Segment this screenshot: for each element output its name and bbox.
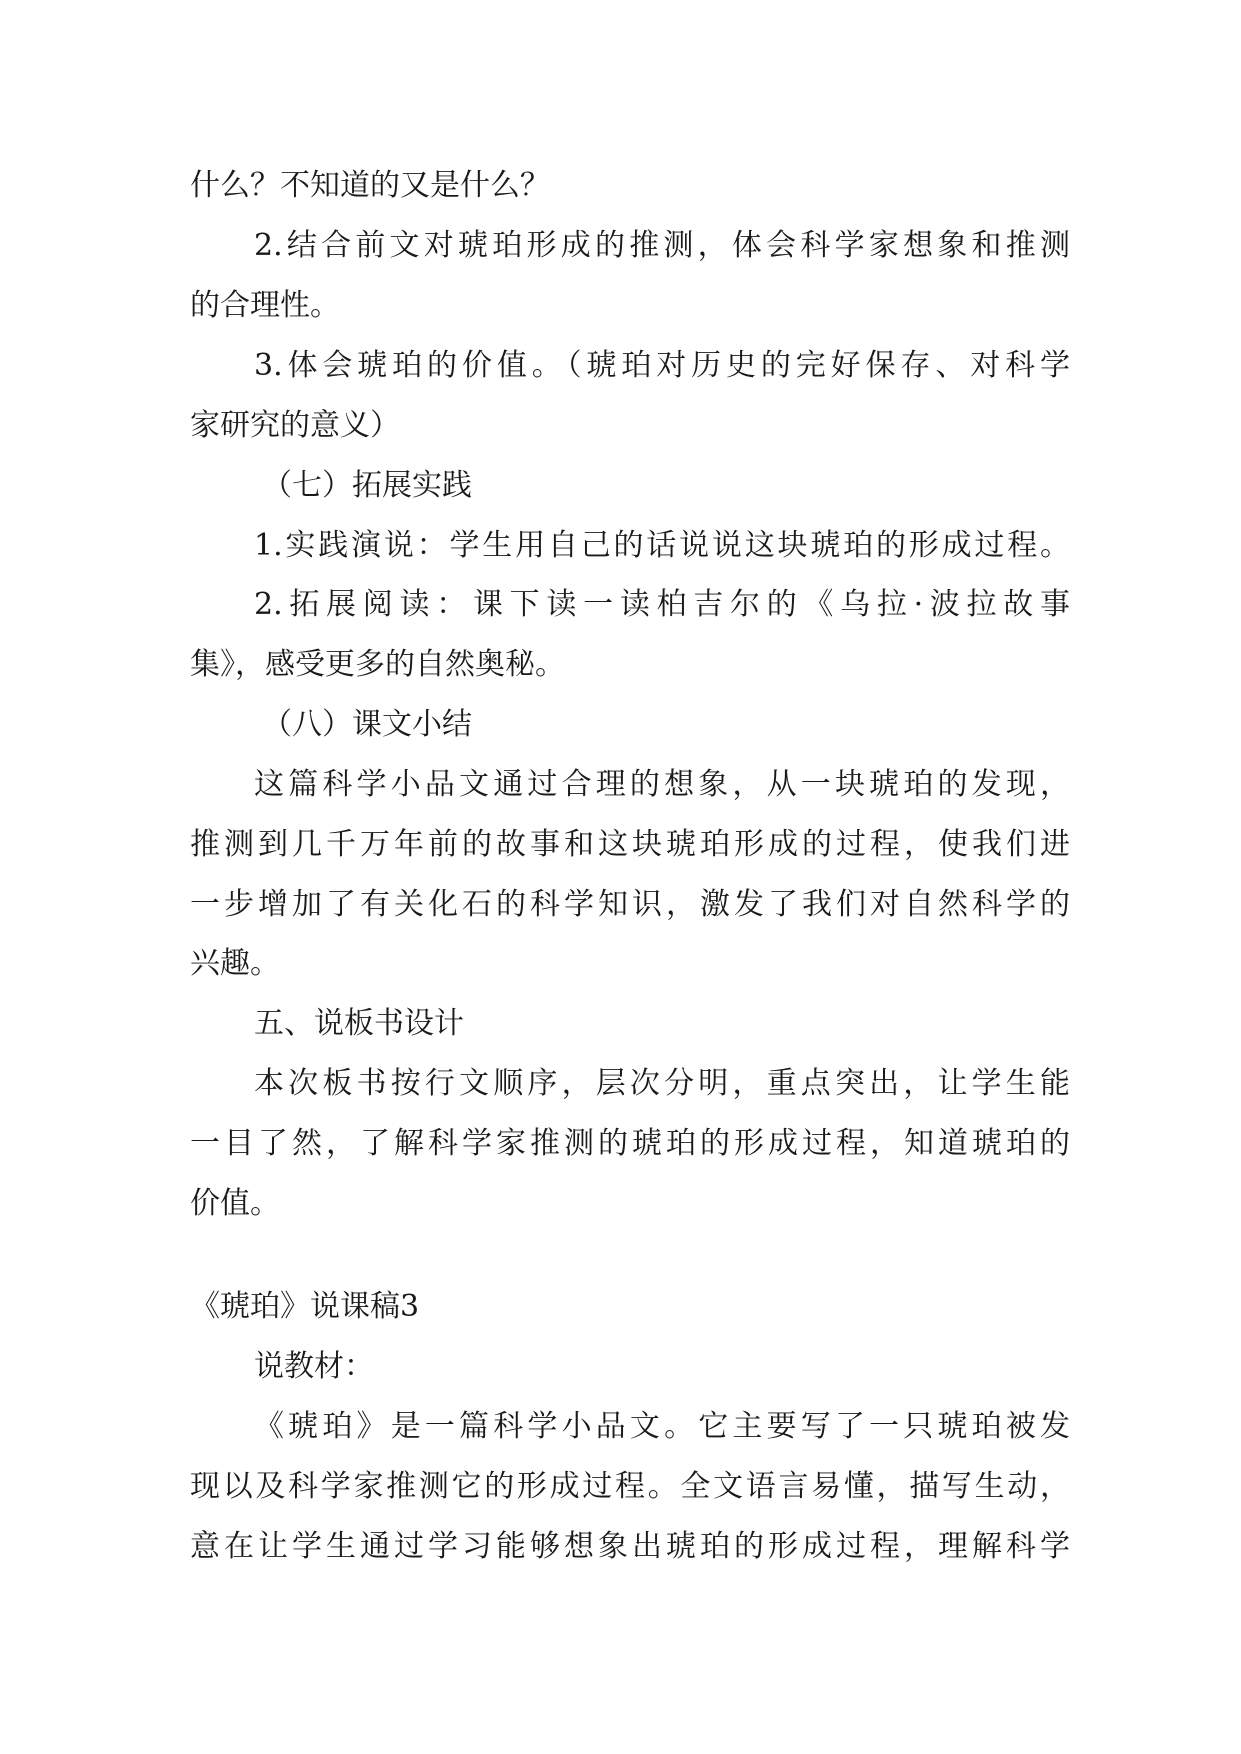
document-title: 《琥珀》说课稿3 [190,1289,420,1324]
text-line: 集》，感受更多的自然奥秘。 [190,647,565,682]
text-line: 本次板书按行文顺序，层次分明，重点突出，让学生能 [254,1066,1070,1101]
text-line: 意在让学生通过学习能够想象出琥珀的形成过程，理解科学 [190,1529,1070,1564]
document-page [190,0,1070,1754]
text-line: 兴趣。 [190,946,280,981]
text-line: 《琥珀》是一篇科学小品文。它主要写了一只琥珀被发 [254,1409,1070,1444]
section-heading: （七）拓展实践 [262,468,472,503]
text-line: 什么？不知道的又是什么？ [190,168,550,203]
text-line: 3.体会琥珀的价值。（琥珀对历史的完好保存、对科学 [254,348,1070,383]
text-line: 一步增加了有关化石的科学知识，激发了我们对自然科学的 [190,887,1070,922]
section-heading: 五、说板书设计 [254,1006,464,1041]
text-line: 的合理性。 [190,288,340,323]
section-heading: 说教材： [254,1349,374,1384]
text-line: 现以及科学家推测它的形成过程。全文语言易懂，描写生动， [190,1469,1070,1504]
text-line: 一目了然，了解科学家推测的琥珀的形成过程，知道琥珀的 [190,1126,1070,1161]
section-heading: （八）课文小结 [262,707,472,742]
text-line: 家研究的意义） [190,408,400,443]
text-line: 推测到几千万年前的故事和这块琥珀形成的过程，使我们进 [190,827,1070,862]
text-line: 2.结合前文对琥珀形成的推测，体会科学家想象和推测 [254,228,1070,263]
text-line: 1.实践演说：学生用自己的话说说这块琥珀的形成过程。 [254,528,1070,563]
text-line: 价值。 [190,1186,280,1221]
text-line: 2.拓展阅读：课下读一读柏吉尔的《乌拉·波拉故事 [254,587,1070,622]
text-line: 这篇科学小品文通过合理的想象，从一块琥珀的发现， [254,767,1070,802]
